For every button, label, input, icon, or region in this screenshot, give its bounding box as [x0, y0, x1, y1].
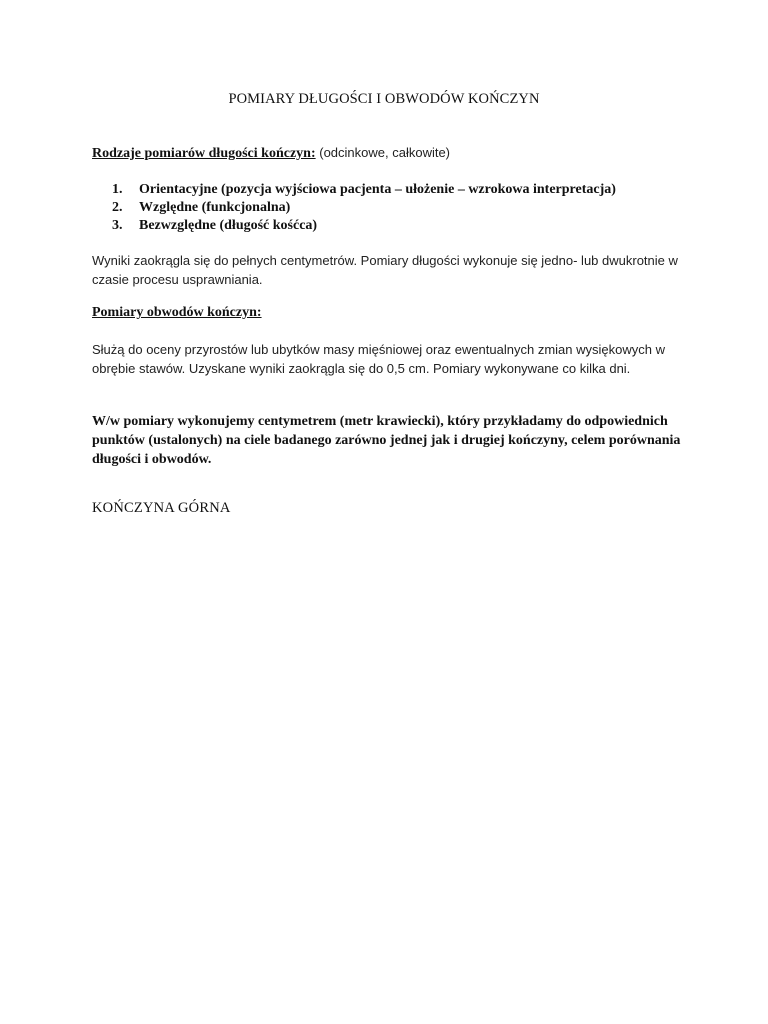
list-item-number: 3. [112, 218, 123, 233]
length-measurements-heading-line [92, 145, 682, 162]
list-item-number: 1. [112, 182, 123, 197]
list-item [112, 199, 616, 217]
list-item [112, 217, 616, 235]
length-measurements-note: (odcinkowe, całkowite) [315, 145, 451, 160]
circumference-paragraph: Służą do oceny przyrostów lub ubytków masy mięśniowej oraz ewentualnych zmian wysiękowych w obrębie stawów. Uzyskane wyniki zaokrągla się do 0,5 cm. Pomiary wykonywane co kilka dni. [92, 342, 665, 376]
length-measurements-heading: Rodzaje pomiarów długości kończyn: [92, 146, 316, 161]
upper-limb-heading: KOŃCZYNA GÓRNA [92, 500, 231, 516]
measurement-method-paragraph: W/w pomiary wykonujemy centymetrem (metr krawiecki), który przykładamy do odpowiednich punktów (ustalonych) na ciele badanego zarówno jednej jak i drugiej kończyny, celem porównania długości i obwodów. [92, 414, 681, 467]
rounding-paragraph: Wyniki zaokrągla się do pełnych centymetrów. Pomiary długości wykonuje się jedno- lub dwukrotnie w czasie procesu usprawniania. [92, 253, 678, 287]
document-title: POMIARY DŁUGOŚCI I OBWODÓW KOŃCZYN [228, 91, 540, 107]
list-item-text: Bezwzględne (długość kośćca) [139, 218, 318, 233]
length-measurement-types-list [112, 181, 616, 235]
list-item-text: Orientacyjne (pozycja wyjściowa pacjenta – ułożenie – wzrokowa interpretacja) [139, 182, 616, 197]
list-item [112, 181, 616, 199]
circumference-heading: Pomiary obwodów kończyn: [92, 305, 262, 320]
list-item-text: Względne (funkcjonalna) [139, 200, 291, 215]
list-item-number: 2. [112, 200, 123, 215]
